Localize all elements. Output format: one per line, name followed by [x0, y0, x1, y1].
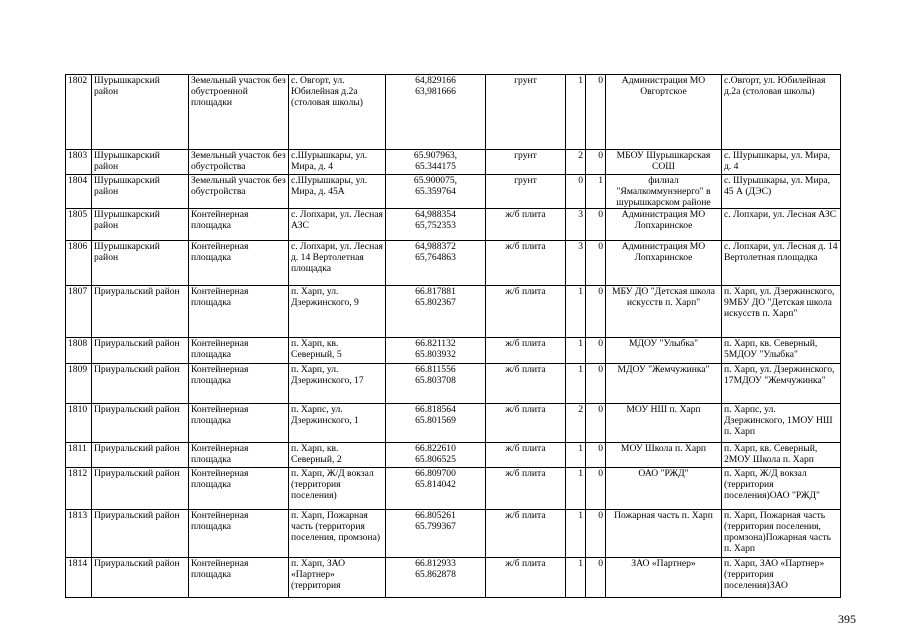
cell-surface: ж/б плита — [486, 510, 566, 558]
cell-district: Приуральский район — [92, 338, 189, 364]
cell-count-a: 1 — [566, 468, 586, 510]
cell-district: Шурышкарский район — [92, 209, 189, 241]
cell-address: п. Харп, ЗАО «Партнер» (территория — [289, 558, 386, 598]
cell-number: 1804 — [66, 175, 92, 209]
cell-count-a: 1 — [566, 75, 586, 150]
cell-surface: ж/б плита — [486, 468, 566, 510]
cell-location: п. Харп, Пожарная часть (территория поселения, промзона)Пожарная часть п. Харп — [722, 510, 841, 558]
cell-location: с. Шурышкары, ул. Мира, д. 4 — [722, 150, 841, 175]
cell-location: с. Лопхари, ул. Лесная АЗС — [722, 209, 841, 241]
cell-number: 1806 — [66, 241, 92, 286]
cell-location: п. Харп, Ж/Д вокзал (территория поселения)ОАО "РЖД" — [722, 468, 841, 510]
cell-site-type: Контейнерная площадка — [189, 338, 289, 364]
cell-location: с. Шурышкары, ул. Мира, 45 А (ДЭС) — [722, 175, 841, 209]
cell-owner: МДОУ "Жемчужинка" — [606, 364, 722, 404]
cell-count-b: 0 — [586, 404, 606, 443]
cell-surface: ж/б плита — [486, 558, 566, 598]
cell-address: п. Харпс, ул. Дзержинского, 1 — [289, 404, 386, 443]
table-row — [66, 558, 841, 598]
table-row — [66, 175, 841, 209]
cell-count-b: 0 — [586, 286, 606, 338]
table-row — [66, 286, 841, 338]
cell-site-type: Контейнерная площадка — [189, 286, 289, 338]
table-row — [66, 75, 841, 150]
cell-number: 1807 — [66, 286, 92, 338]
cell-surface: ж/б плита — [486, 338, 566, 364]
cell-location: п. Харп, кв. Северный, 2МОУ Школа п. Харп — [722, 443, 841, 468]
cell-address: п. Харп, ул. Дзержинского, 9 — [289, 286, 386, 338]
cell-surface: грунт — [486, 75, 566, 150]
cell-district: Шурышкарский район — [92, 150, 189, 175]
registry-table-body — [66, 75, 841, 598]
table-row — [66, 209, 841, 241]
table-row — [66, 364, 841, 404]
cell-number: 1812 — [66, 468, 92, 510]
cell-site-type: Контейнерная площадка — [189, 241, 289, 286]
cell-site-type: Земельный участок без обустройства — [189, 175, 289, 209]
cell-location: п. Харп, ул. Дзержинского, 17МДОУ "Жемчужинка" — [722, 364, 841, 404]
cell-count-b: 1 — [586, 175, 606, 209]
cell-number: 1811 — [66, 443, 92, 468]
cell-number: 1810 — [66, 404, 92, 443]
cell-owner: МОУ Школа п. Харп — [606, 443, 722, 468]
cell-coordinates: 64,829166 63,981666 — [386, 75, 486, 150]
cell-address: с.Шурышкары, ул. Мира, д. 45А — [289, 175, 386, 209]
cell-count-a: 3 — [566, 241, 586, 286]
cell-count-b: 0 — [586, 468, 606, 510]
cell-address: с.Шурышкары, ул. Мира, д. 4 — [289, 150, 386, 175]
cell-location: п. Харп, кв. Северный, 5МДОУ "Улыбка" — [722, 338, 841, 364]
cell-count-b: 0 — [586, 510, 606, 558]
cell-owner: Администрация МО Лопхаринское — [606, 241, 722, 286]
cell-count-a: 1 — [566, 558, 586, 598]
cell-count-a: 1 — [566, 364, 586, 404]
cell-count-b: 0 — [586, 150, 606, 175]
cell-count-a: 3 — [566, 209, 586, 241]
cell-surface: ж/б плита — [486, 241, 566, 286]
cell-site-type: Контейнерная площадка — [189, 364, 289, 404]
cell-address: п. Харп, Пожарная часть (территория поселения, промзона) — [289, 510, 386, 558]
cell-address: с. Лопхари, ул. Лесная АЗС — [289, 209, 386, 241]
cell-surface: грунт — [486, 150, 566, 175]
cell-site-type: Контейнерная площадка — [189, 468, 289, 510]
cell-surface: грунт — [486, 175, 566, 209]
cell-site-type: Земельный участок без обустройства — [189, 150, 289, 175]
cell-owner: МБОУ Шурышкарская СОШ — [606, 150, 722, 175]
cell-owner: МБУ ДО "Детская школа искусств п. Харп" — [606, 286, 722, 338]
cell-coordinates: 65.900075, 65.359764 — [386, 175, 486, 209]
table-row — [66, 443, 841, 468]
cell-count-a: 0 — [566, 175, 586, 209]
cell-district: Приуральский район — [92, 364, 189, 404]
cell-count-a: 1 — [566, 510, 586, 558]
cell-district: Шурышкарский район — [92, 241, 189, 286]
cell-count-b: 0 — [586, 75, 606, 150]
cell-count-b: 0 — [586, 338, 606, 364]
cell-number: 1805 — [66, 209, 92, 241]
cell-number: 1808 — [66, 338, 92, 364]
cell-coordinates: 65.907963, 65.344175 — [386, 150, 486, 175]
cell-district: Приуральский район — [92, 443, 189, 468]
cell-address: п. Харп, Ж/Д вокзал (территория поселения) — [289, 468, 386, 510]
cell-district: Приуральский район — [92, 558, 189, 598]
cell-number: 1809 — [66, 364, 92, 404]
cell-district: Приуральский район — [92, 468, 189, 510]
cell-number: 1802 — [66, 75, 92, 150]
page-number: 395 — [838, 612, 856, 626]
cell-surface: ж/б плита — [486, 364, 566, 404]
cell-district: Приуральский район — [92, 510, 189, 558]
cell-count-a: 2 — [566, 150, 586, 175]
cell-number: 1803 — [66, 150, 92, 175]
cell-count-b: 0 — [586, 241, 606, 286]
table-row — [66, 241, 841, 286]
cell-district: Шурышкарский район — [92, 175, 189, 209]
cell-owner: МДОУ "Улыбка" — [606, 338, 722, 364]
cell-count-a: 1 — [566, 443, 586, 468]
cell-owner: Пожарная часть п. Харп — [606, 510, 722, 558]
cell-district: Приуральский район — [92, 286, 189, 338]
cell-coordinates: 66.822610 65.806525 — [386, 443, 486, 468]
registry-table — [65, 74, 841, 598]
cell-owner: филиал "Ямалкоммунэнерго" в шурышкарском районе — [606, 175, 722, 209]
cell-surface: ж/б плита — [486, 443, 566, 468]
cell-location: с. Лопхари, ул. Лесная д. 14 Вертолетная площадка — [722, 241, 841, 286]
cell-site-type: Контейнерная площадка — [189, 558, 289, 598]
cell-address: с. Овгорт, ул. Юбилейная д.2а (столовая школы) — [289, 75, 386, 150]
cell-coordinates: 66.818564 65.801569 — [386, 404, 486, 443]
cell-address: п. Харп, ул. Дзержинского, 17 — [289, 364, 386, 404]
cell-owner: Администрация МО Лопхаринское — [606, 209, 722, 241]
cell-owner: ОАО "РЖД" — [606, 468, 722, 510]
cell-location: с.Овгорт, ул. Юбилейная д.2а (столовая школы) — [722, 75, 841, 150]
cell-count-b: 0 — [586, 558, 606, 598]
table-row — [66, 338, 841, 364]
cell-location: п. Харпс, ул. Дзержинского, 1МОУ НШ п. Харп — [722, 404, 841, 443]
cell-coordinates: 64,988354 65,752353 — [386, 209, 486, 241]
cell-count-a: 1 — [566, 286, 586, 338]
table-row — [66, 150, 841, 175]
cell-owner: Администрация МО Овгортское — [606, 75, 722, 150]
cell-count-a: 2 — [566, 404, 586, 443]
cell-coordinates: 66.809700 65.814042 — [386, 468, 486, 510]
cell-surface: ж/б плита — [486, 404, 566, 443]
cell-coordinates: 64,988372 65,764863 — [386, 241, 486, 286]
cell-address: с. Лопхари, ул. Лесная д. 14 Вертолетная площадка — [289, 241, 386, 286]
cell-coordinates: 66.817881 65.802367 — [386, 286, 486, 338]
cell-surface: ж/б плита — [486, 209, 566, 241]
table-row — [66, 468, 841, 510]
cell-site-type: Контейнерная площадка — [189, 209, 289, 241]
cell-number: 1814 — [66, 558, 92, 598]
cell-coordinates: 66.812933 65.862878 — [386, 558, 486, 598]
cell-count-a: 1 — [566, 338, 586, 364]
cell-coordinates: 66.821132 65.803932 — [386, 338, 486, 364]
table-row — [66, 404, 841, 443]
cell-address: п. Харп, кв. Северный, 2 — [289, 443, 386, 468]
cell-site-type: Контейнерная площадка — [189, 443, 289, 468]
cell-location: п. Харп, ул. Дзержинского, 9МБУ ДО "Детская школа искусств п. Харп" — [722, 286, 841, 338]
cell-owner: ЗАО «Партнер» — [606, 558, 722, 598]
cell-number: 1813 — [66, 510, 92, 558]
cell-owner: МОУ НШ п. Харп — [606, 404, 722, 443]
cell-count-b: 0 — [586, 364, 606, 404]
cell-district: Приуральский район — [92, 404, 189, 443]
cell-count-b: 0 — [586, 443, 606, 468]
cell-district: Шурышкарский район — [92, 75, 189, 150]
cell-coordinates: 66.805261 65.799367 — [386, 510, 486, 558]
cell-coordinates: 66.811556 65.803708 — [386, 364, 486, 404]
cell-surface: ж/б плита — [486, 286, 566, 338]
cell-address: п. Харп, кв. Северный, 5 — [289, 338, 386, 364]
table-row — [66, 510, 841, 558]
cell-site-type: Контейнерная площадка — [189, 404, 289, 443]
cell-site-type: Земельный участок без обустроенной площадки — [189, 75, 289, 150]
cell-count-b: 0 — [586, 209, 606, 241]
cell-site-type: Контейнерная площадка — [189, 510, 289, 558]
cell-location: п. Харп, ЗАО «Партнер» (территория поселения)ЗАО — [722, 558, 841, 598]
